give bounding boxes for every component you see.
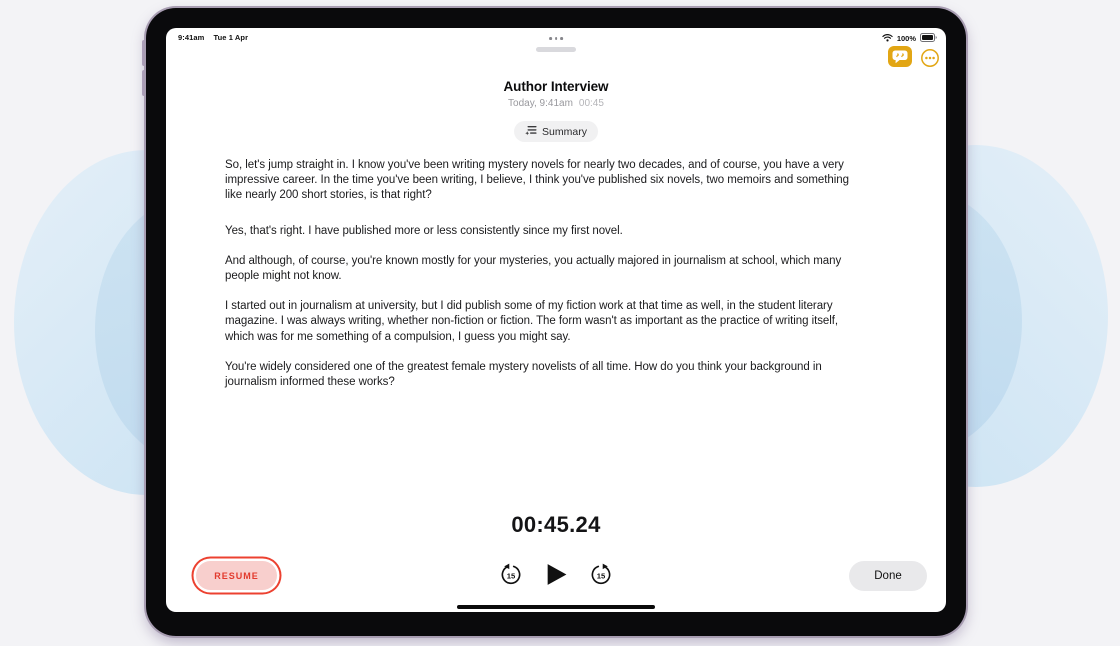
- status-time: 9:41am: [178, 33, 205, 42]
- battery-icon: [920, 33, 937, 44]
- summary-icon: [525, 124, 537, 139]
- transcript-speech-bubble-icon: [888, 55, 912, 72]
- home-indicator[interactable]: [457, 605, 655, 610]
- wifi-icon: [882, 33, 893, 44]
- status-bar-left: [178, 33, 248, 42]
- ipad-device-frame: [146, 8, 966, 636]
- playback-controls: [500, 562, 613, 592]
- recording-title: Author Interview: [503, 79, 609, 94]
- recording-date: Today, 9:41am: [508, 98, 573, 109]
- recording-subtitle: [166, 98, 946, 109]
- transcript-text: [225, 158, 855, 405]
- elapsed-time: 00:45.24: [511, 512, 601, 537]
- status-date: Tue 1 Apr: [213, 33, 249, 42]
- ellipsis-circle-icon: [920, 55, 940, 72]
- transcript-paragraph: You're widely considered one of the greatest female mystery novelists of all time. How do you think your background in journalism informed these works?: [225, 360, 822, 389]
- resume-button[interactable]: RESUME: [196, 561, 277, 590]
- screen: [166, 28, 946, 612]
- transcript-paragraph: Yes, that's right. I have published more or less consistently since my first novel.: [225, 224, 623, 237]
- play-icon[interactable]: [544, 562, 569, 592]
- summary-button-label: Summary: [542, 125, 587, 138]
- done-button[interactable]: Done: [849, 561, 927, 591]
- more-options-button[interactable]: [920, 48, 940, 68]
- battery-percent-label: 100%: [896, 34, 916, 43]
- window-grabber[interactable]: [536, 47, 576, 52]
- skip-back-15-icon[interactable]: [500, 563, 523, 591]
- transcript-paragraph: I started out in journalism at university, but I did publish some of my fiction work at that time as well, in the student literary magazine. I was always writing, whether non-fiction or fiction. The form wasn't as important as the practice of writing itself, which was for me something of a compulsion, I guess you might say.: [225, 300, 839, 343]
- svg-text:15: 15: [506, 571, 516, 581]
- status-bar-right: [882, 33, 937, 44]
- transcript-paragraph: And although, of course, you're known mostly for your mysteries, you actually majored in journalism at school, which many people might not know.: [225, 254, 842, 283]
- multitask-dots[interactable]: [549, 37, 563, 40]
- summary-button[interactable]: [514, 121, 598, 142]
- recording-duration: 00:45: [578, 98, 604, 109]
- skip-forward-15-icon[interactable]: [590, 563, 613, 591]
- transcript-paragraph: So, let's jump straight in. I know you've been writing mystery novels for nearly two decades, and of course, you have a very impressive career. In the time you've been writing, I believe, I think you've published six novels, two memoirs and something like nearly 200 short stories, is that right?: [225, 159, 849, 202]
- transcript-button[interactable]: [888, 46, 912, 68]
- svg-text:15: 15: [596, 571, 606, 581]
